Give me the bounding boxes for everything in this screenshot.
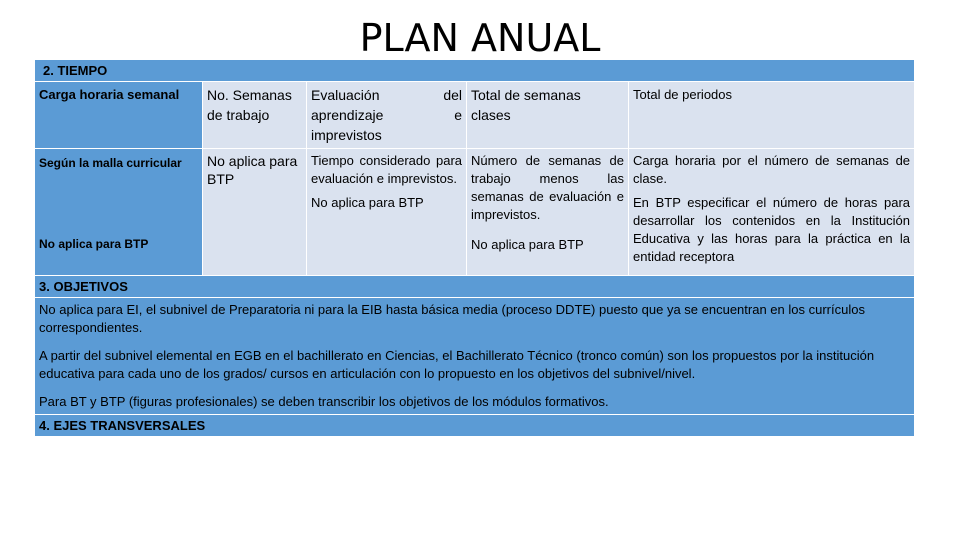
header-carga-horaria: Carga horaria semanal	[35, 82, 203, 149]
section-heading-tiempo: 2. TIEMPO	[35, 60, 915, 82]
objetivos-content-row	[35, 298, 915, 415]
section-ejes-row	[35, 415, 915, 437]
tiempo-considerado-text: Tiempo considerado para evaluación e imprevistos.	[311, 153, 462, 186]
objetivos-paragraph-3: Para BT y BTP (figuras profesionales) se deben transcribir los objetivos de los módulos formativos.	[39, 394, 609, 409]
objetivos-paragraph-2: A partir del subnivel elemental en EGB en el bachillerato en Ciencias, el Bachillerato Técnico (tronco común) son los propuestos por la institución educativa para cada uno de los grados/ cursos en articulación con lo propuesto en los objetivos del subnivel/nivel.	[39, 348, 875, 381]
numero-no-aplica-text: No aplica para BTP	[471, 237, 584, 252]
section-heading-ejes: 4. EJES TRANSVERSALES	[35, 415, 915, 437]
section-heading-objetivos: 3. OBJETIVOS	[35, 276, 915, 298]
numero-semanas-text: Número de semanas de trabajo menos las semanas de evaluación e imprevistos.	[471, 153, 624, 222]
header-evaluacion: Evaluación del aprendizaje e imprevistos	[307, 82, 467, 149]
page-title: PLAN ANUAL	[359, 16, 601, 60]
objetivos-paragraph-1: No aplica para EI, el subnivel de Preparatoria ni para la EIB hasta básica media (proceso DDTE) puesto que ya se encuentran en los currículos correspondientes.	[39, 302, 865, 335]
header-total-periodos: Total de periodos	[629, 82, 915, 149]
cell-carga-por-semanas	[629, 149, 915, 276]
tiempo-no-aplica-text: No aplica para BTP	[311, 195, 424, 210]
segun-malla-text: Según la malla curricular	[39, 156, 182, 170]
cell-no-aplica: No aplica para BTP	[203, 149, 307, 276]
plan-table	[34, 59, 915, 437]
cell-tiempo-considerado	[307, 149, 467, 276]
no-aplica-btp-text: No aplica para BTP	[39, 237, 149, 251]
header-total-semanas: Total de semanas clases	[467, 82, 629, 149]
section-objetivos-row	[35, 276, 915, 298]
cell-segun-malla	[35, 149, 203, 276]
btp-horas-text: En BTP especificar el número de horas para desarrollar los contenidos en la Institución Educativa y las horas para la práctica en la entidad receptora	[633, 195, 911, 264]
objetivos-content	[35, 298, 915, 415]
tiempo-header-row	[35, 82, 915, 149]
header-semanas-trabajo: No. Semanas de trabajo	[203, 82, 307, 149]
cell-numero-semanas	[467, 149, 629, 276]
carga-semanas-text: Carga horaria por el número de semanas de clase.	[633, 153, 911, 186]
section-tiempo-row	[35, 60, 915, 82]
tiempo-data-row	[35, 149, 915, 276]
